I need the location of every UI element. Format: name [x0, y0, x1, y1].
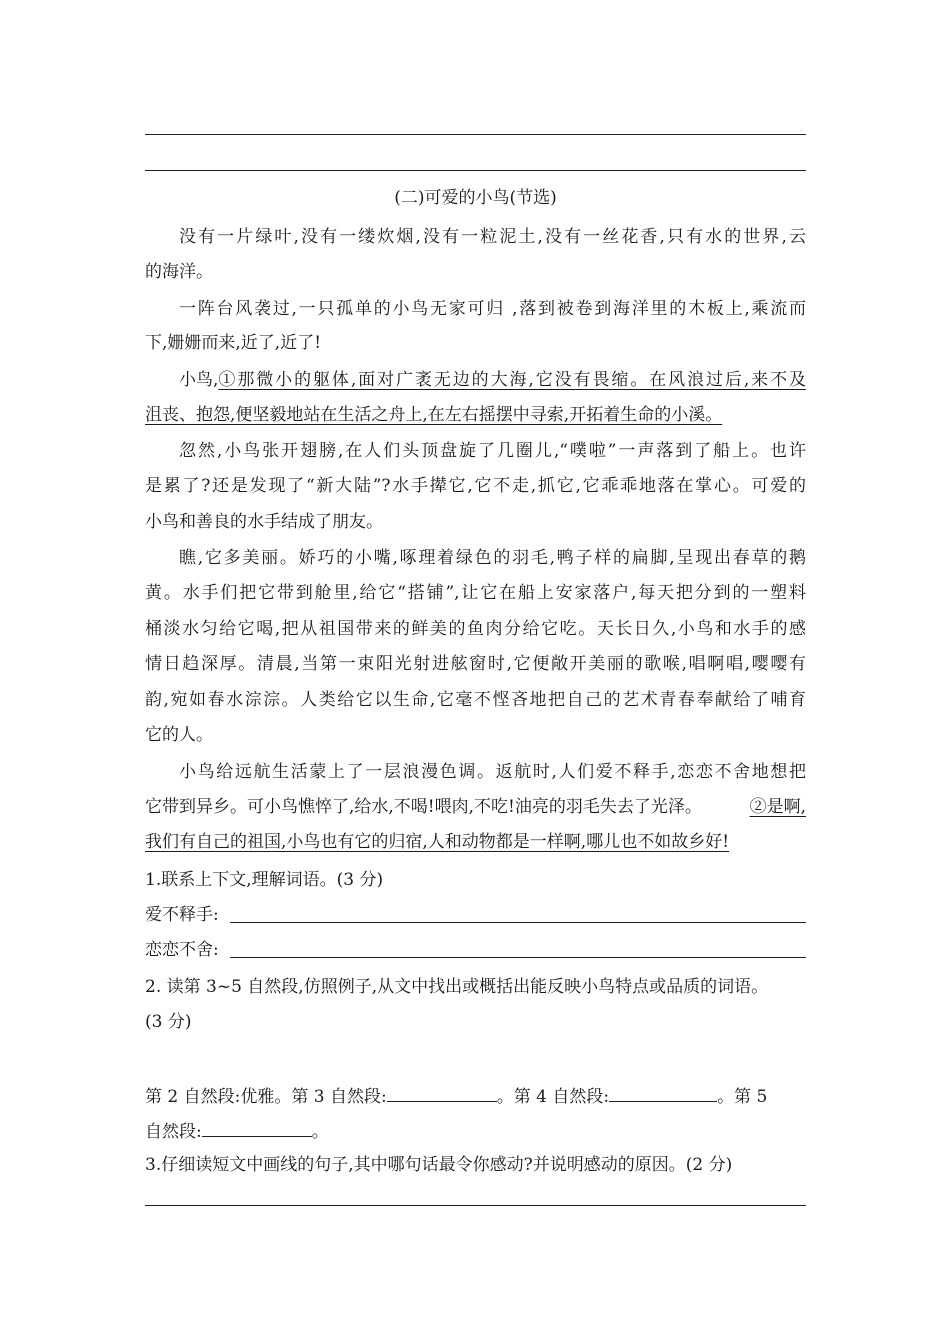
paragraph-3-lead: 小鸟,: [179, 370, 219, 390]
underlined-sentence-1: ①那微小的躯体,面对广袤无边的大海,它没有畏缩。在风浪过后,来不及: [218, 370, 806, 390]
underlined-sentence-2-cont: 我们有自己的祖国,小鸟也有它的归宿,人和动物都是一样啊,哪儿也不如故乡好!: [145, 832, 730, 852]
answer-blank-word-2[interactable]: [230, 957, 806, 958]
paragraph-4-line-1: 忽然,小鸟张开翅膀,在人们头顶盘旋了几圈儿,“噗啦”一声落到了船上。也许: [179, 441, 806, 461]
answer-line: [145, 134, 806, 135]
paragraph-1-line-1: 没有一片绿叶,没有一缕炊烟,没有一粒泥土,没有一丝花香,只有水的世界,云: [179, 227, 806, 247]
answer-prompt-para-4: 。第 4 自然段:: [496, 1087, 610, 1107]
passage-title: (二)可爱的小鸟(节选): [394, 188, 557, 208]
paragraph-4-line-2: 是累了?还是发现了“新大陆”?水手撵它,它不走,抓它,它乖乖地落在掌心。可爱的: [145, 476, 806, 496]
underlined-sentence-2: ②是啊,: [749, 797, 806, 817]
paragraph-2-line-1: 一阵台风袭过,一只孤单的小鸟无家可归 ,落到被卷到海洋里的木板上,乘流而: [179, 299, 806, 319]
answer-line-question-3[interactable]: [145, 1205, 806, 1206]
question-3-stem: 3.仔细读短文中画线的句子,其中哪句话最令你感动?并说明感动的原因。(2 分): [145, 1155, 733, 1175]
answer-line: [145, 170, 806, 171]
paragraph-3-line-2: [145, 405, 806, 425]
question-2-stem-line-1: 2. 读第 3~5 自然段,仿照例子,从文中找出或概括出能反映小鸟特点或品质的词语。: [145, 977, 769, 997]
paragraph-3-line-1: [145, 370, 806, 390]
question-1-word-2: 恋恋不舍:: [145, 940, 219, 960]
paragraph-1-line-2: 的海洋。: [145, 262, 213, 282]
answer-blank-para-3[interactable]: [387, 1085, 497, 1102]
paragraph-6-text: 它带到异乡。可小鸟憔悴了,给水,不喝!喂肉,不吃!油亮的羽毛失去了光泽。: [145, 797, 702, 817]
paragraph-2-line-2: 下,姗姗而来,近了,近了!: [145, 333, 322, 353]
question-1-stem: 1.联系上下文,理解词语。(3 分): [145, 870, 384, 890]
answer-blank-para-5[interactable]: [202, 1120, 312, 1137]
answer-blank-para-4[interactable]: [609, 1085, 717, 1102]
paragraph-6-line-1: 小鸟给远航生活蒙上了一层浪漫色调。返航时,人们爱不释手,恋恋不舍地想把: [179, 762, 806, 782]
paragraph-5-line-4: 情日趋深厚。清晨,当第一束阳光射进舷窗时,它便敞开美丽的歌喉,唱啊唱,嘤嘤有: [145, 654, 806, 674]
paragraph-5-line-5: 韵,宛如春水淙淙。人类给它以生命,它毫不悭吝地把自己的艺术青春奉献给了哺育: [145, 690, 806, 710]
answer-end-mark: 。: [311, 1122, 329, 1142]
paragraph-5-line-6: 它的人。: [145, 725, 213, 745]
question-2-answer-line-1: [145, 1085, 806, 1107]
paragraph-5-line-1: 瞧,它多美丽。娇巧的小嘴,啄理着绿色的羽毛,鸭子样的扁脚,呈现出春草的鹅: [179, 548, 806, 568]
question-2-answer-line-2: [145, 1120, 806, 1142]
paragraph-4-line-3: 小鸟和善良的水手结成了朋友。: [145, 512, 383, 532]
question-2-stem-line-2: (3 分): [145, 1012, 192, 1032]
answer-blank-word-1[interactable]: [230, 922, 806, 923]
underlined-sentence-1-cont: 沮丧、抱怨,便坚毅地站在生活之舟上,在左右摇摆中寻索,开拓着生命的小溪。: [145, 405, 723, 425]
answer-prompt-para-5-cont: 自然段:: [145, 1122, 202, 1142]
paragraph-6-line-3: [145, 832, 806, 852]
answer-prompt-para-5: 。第 5: [717, 1087, 768, 1107]
paragraph-6-line-2: [145, 797, 806, 817]
paragraph-5-line-3: 桶淡水匀给它喝,把从祖国带来的鲜美的鱼肉分给它吃。天长日久,小鸟和水手的感: [145, 619, 806, 639]
paragraph-5-line-2: 黄。水手们把它带到舱里,给它“搭铺”,让它在船上安家落户,每天把分到的一塑料: [145, 583, 806, 603]
question-1-word-1: 爱不释手:: [145, 905, 219, 925]
answer-prompt-para-3: 第 2 自然段:优雅。第 3 自然段:: [145, 1087, 387, 1107]
